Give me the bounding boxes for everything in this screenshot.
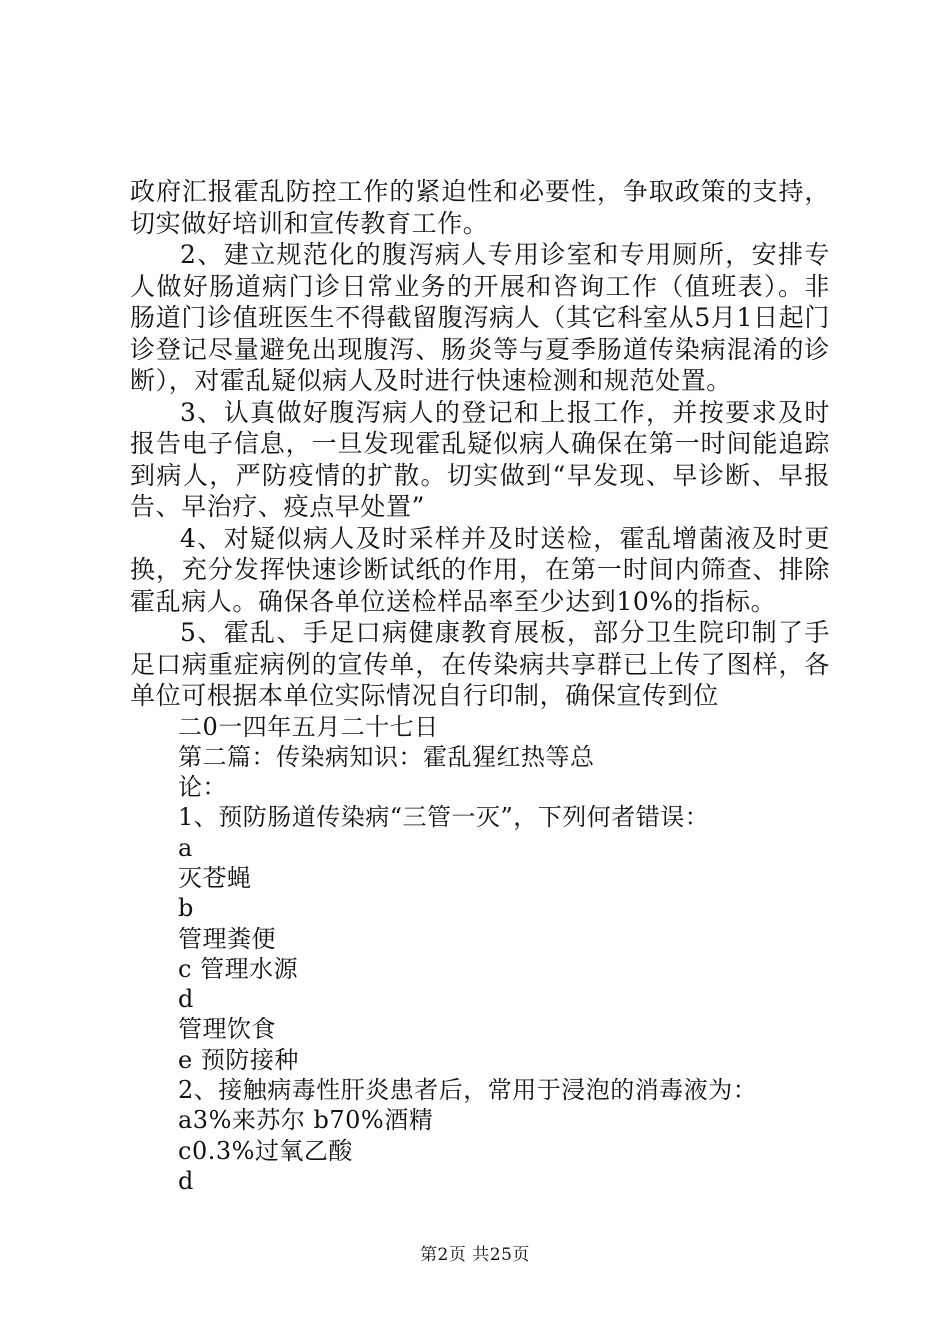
option-label-a: a [178, 833, 193, 862]
option-text-b: 管理粪便 [178, 924, 276, 953]
option-text-d: 管理饮食 [178, 1015, 276, 1044]
option-c: c 管理水源 [178, 954, 299, 983]
page-number-footer: 第2页 共25页 [420, 1245, 530, 1265]
option-a-b: a3%来苏尔 b70%酒精 [178, 1106, 434, 1135]
option-text-a: 灭苍蝇 [178, 863, 252, 892]
paragraph-item-2: 2、建立规范化的腹泻病人专用诊室和专用厕所，安排专人做好肠道病门诊日常业务的开展和咨询工作（值班表）。非肠道门诊值班医生不得截留腹泻病人（其它科室从5月1日起门诊登记尽量避免出现腹泻、肠炎等与夏季肠道传染病混淆的诊断），对霍乱疑似病人及时进行快速检测和规范处置。 [130, 240, 830, 395]
paragraph-intro: 政府汇报霍乱防控工作的紧迫性和必要性，争取政策的支持，切实做好培训和宣传教育工作。 [130, 177, 830, 238]
paragraph-item-3: 3、认真做好腹泻病人的登记和上报工作，并按要求及时报告电子信息，一旦发现霍乱疑似病人确保在第一时间能追踪到病人，严防疫情的扩散。切实做到“早发现、早诊断、早报告、早治疗、疫点早处置” [130, 397, 830, 521]
option-label-b: b [178, 894, 194, 923]
option-label-d: d [178, 985, 194, 1014]
date-line: 二0一四年五月二十七日 [178, 712, 439, 741]
paragraph-item-4: 4、对疑似病人及时采样并及时送检，霍乱增菌液及时更换，充分发挥快速诊断试纸的作用，在第一时间内筛查、排除霍乱病人。确保各单位送检样品率至少达到10%的指标。 [130, 523, 830, 616]
section-heading: 第二篇：传染病知识：霍乱猩红热等总 [178, 742, 595, 771]
section-subheading: 论： [178, 773, 227, 802]
option-e: e 预防接种 [178, 1045, 299, 1074]
question-1: 1、预防肠道传染病“三管一灭”，下列何者错误： [178, 803, 710, 832]
question-2: 2、接触病毒性肝炎患者后，常用于浸泡的消毒液为： [178, 1076, 758, 1105]
option-c-2: c0.3%过氧乙酸 [178, 1136, 353, 1165]
document-body [130, 176, 830, 1196]
option-label-d-2: d [178, 1166, 194, 1195]
paragraph-item-5: 5、霍乱、手足口病健康教育展板，部分卫生院印制了手足口病重症病例的宣传单，在传染病共享群已上传了图样，各单位可根据本单位实际情况自行印制，确保宣传到位 [130, 618, 830, 710]
